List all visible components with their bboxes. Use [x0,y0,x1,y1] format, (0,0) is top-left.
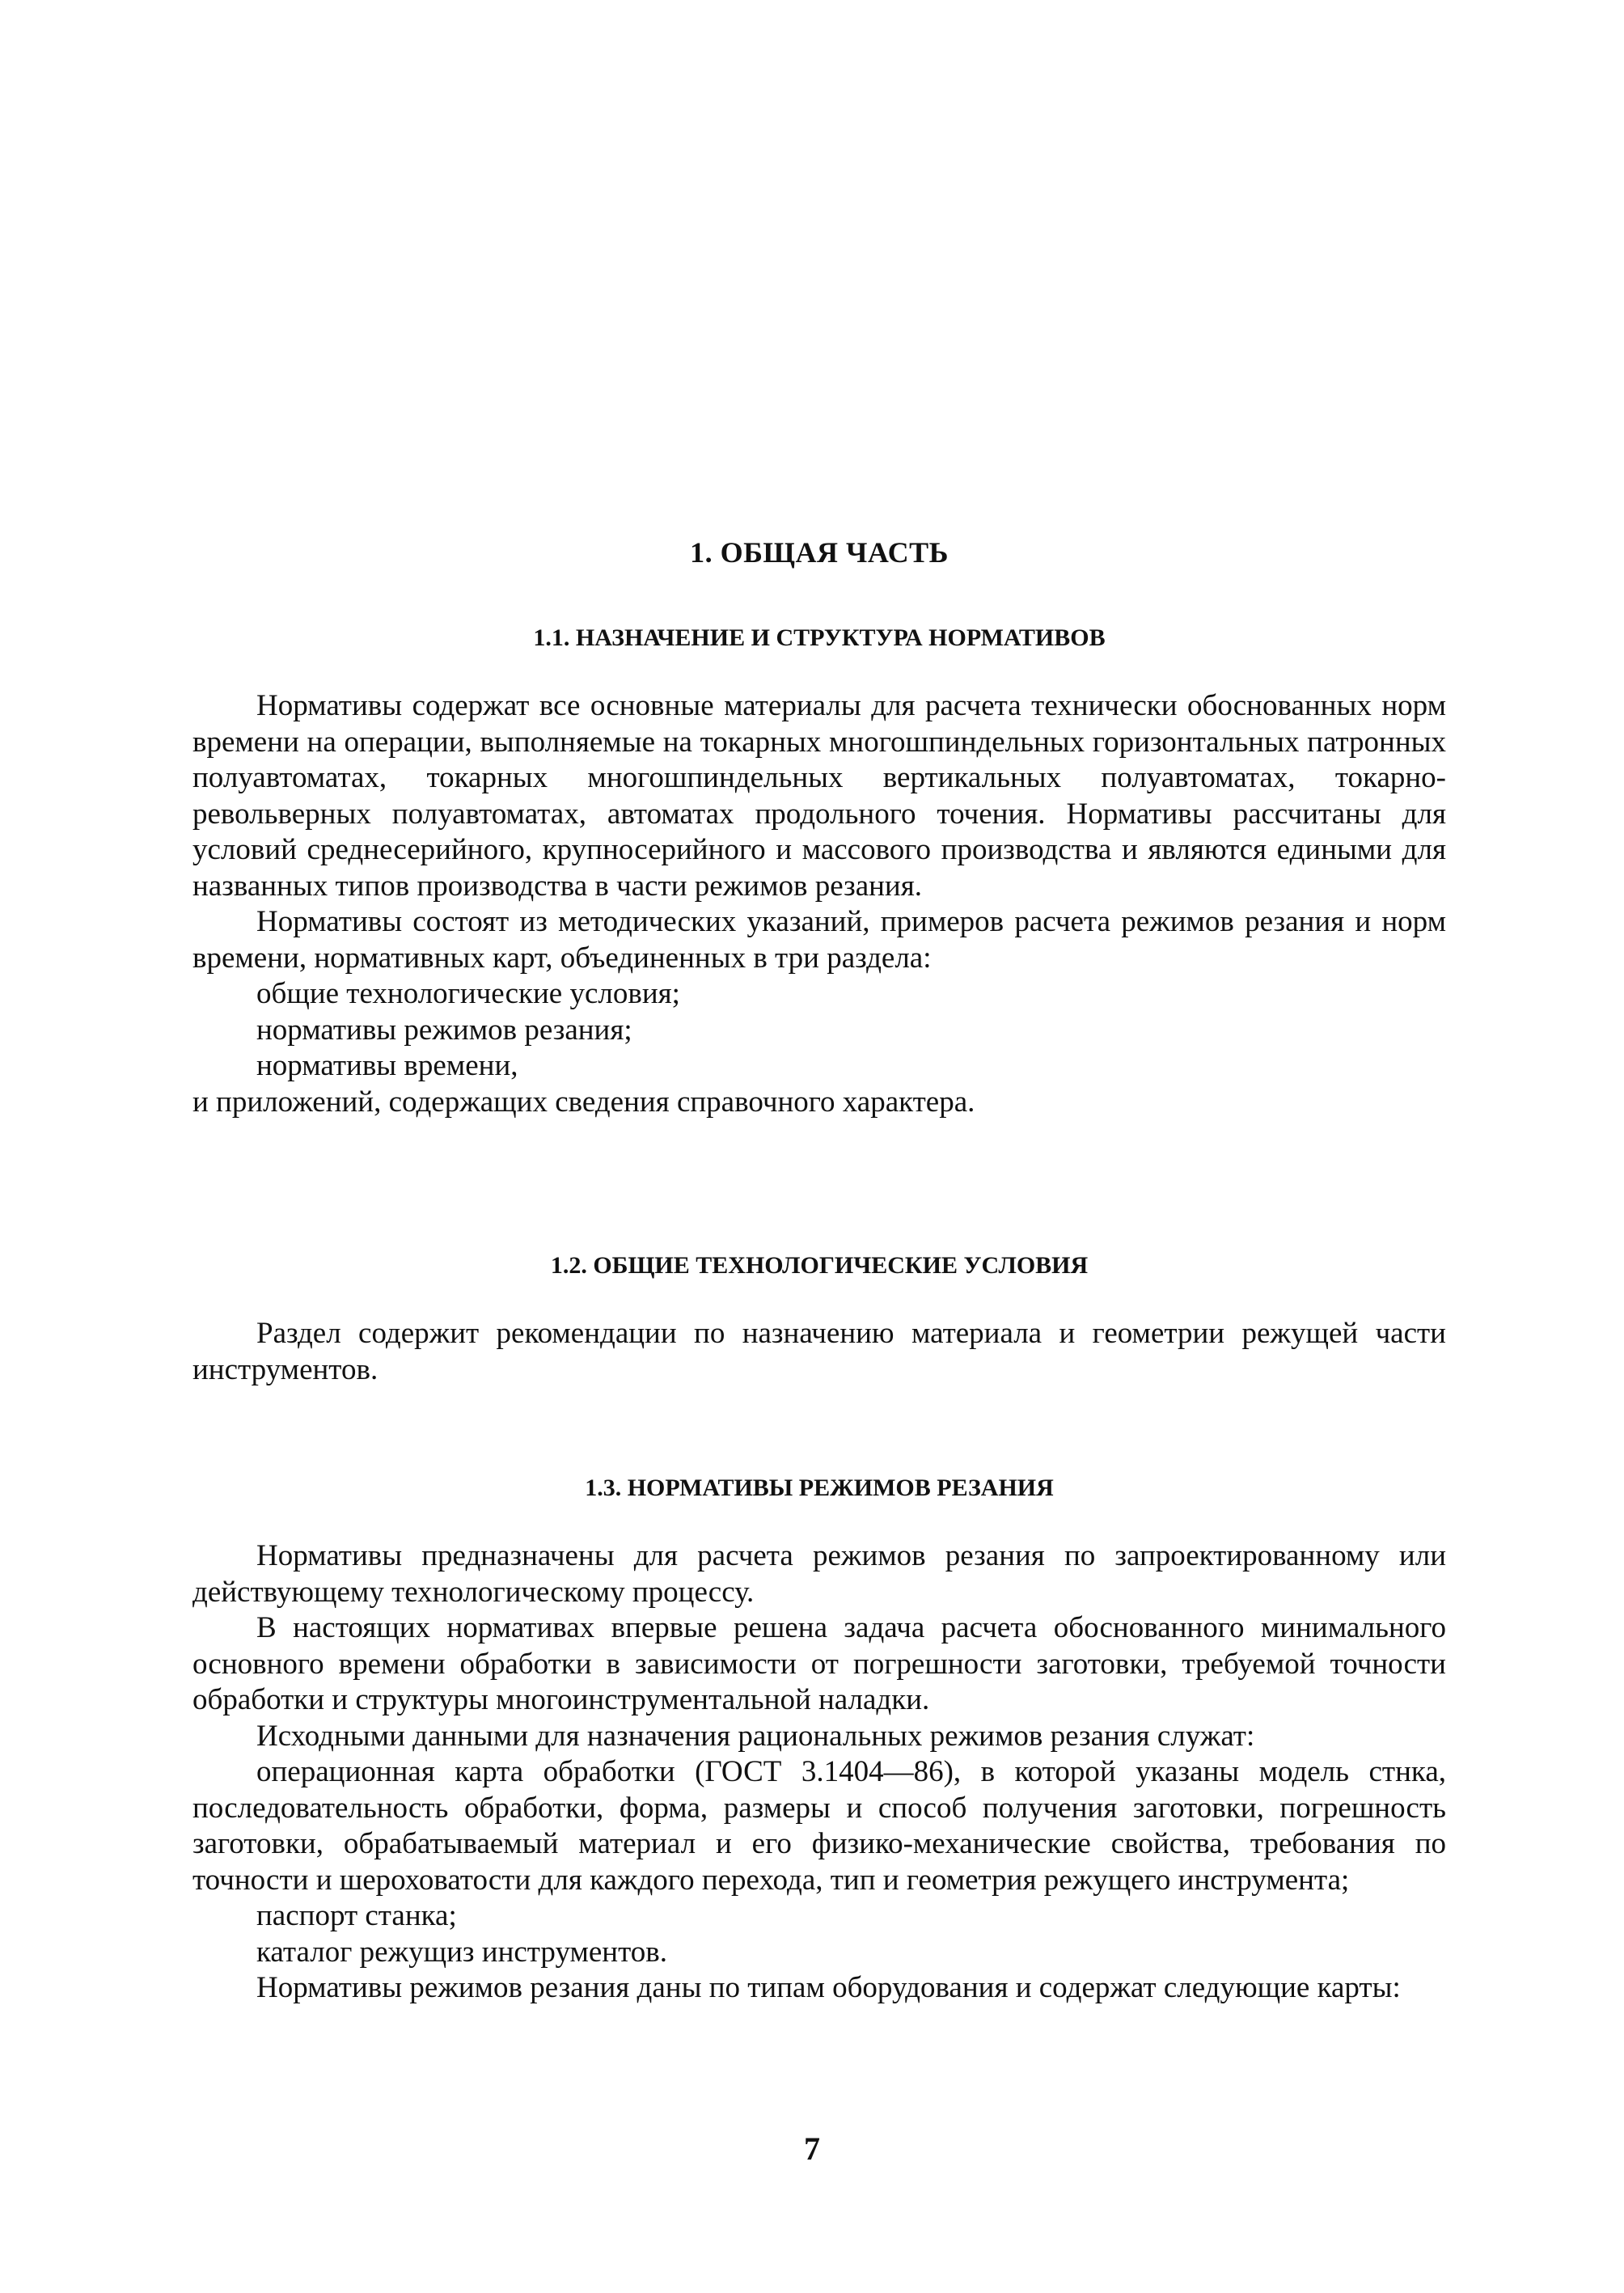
section-title-1-3: 1.3. НОРМАТИВЫ РЕЖИМОВ РЕЗАНИЯ [585,1474,1054,1501]
section-body-1-2 [192,1316,1446,1388]
section-body-1-3 [192,1538,1446,2007]
list-item: нормативы режимов резания; [256,1013,632,1047]
list-item: каталог режущиз инструментов. [256,1935,667,1969]
paragraph: Нормативы содержат все основные материалы для расчета технически обоснованных норм времени на операции, выполняемые на токарных многошпиндельных горизонтальных патронных полуавтоматах, токарных многошпиндельных вертикальных полуавтоматах, токарно-револьверных полуавтоматах, автоматах продольного точения. Нормативы рассчитаны для условий среднесерийного, крупносерийного и массового производства и являются едиными для названных типов производства в части режимов резания. [192,689,1446,903]
section-body-1-1 [192,688,1446,1120]
paragraph: Нормативы состоят из методических указаний, примеров расчета режимов резания и норм времени, нормативных карт, объединенных в три раздела: [192,905,1446,975]
chapter-title: 1. ОБЩАЯ ЧАСТЬ [690,536,949,569]
list-item: нормативы времени, [256,1049,518,1082]
page-number: 7 [804,2130,820,2167]
paragraph: Исходными данными для назначения рациональных режимов резания служат: [256,1719,1255,1753]
paragraph: Нормативы предназначены для расчета режимов резания по запроектированному или действующему технологическому процессу. [192,1539,1446,1609]
section-title-1-1: 1.1. НАЗНАЧЕНИЕ И СТРУКТУРА НОРМАТИВОВ [533,624,1106,651]
list-item: общие технологические условия; [256,977,680,1010]
paragraph: и приложений, содержащих сведения справочного характера. [192,1085,975,1119]
list-item: паспорт станка; [256,1899,457,1932]
paragraph: операционная карта обработки (ГОСТ 3.1404—86), в которой указаны модель стнка, последовательность обработки, форма, размеры и способ получения заготовки, погрешность заготовки, обрабатываемый материал и его физико-механические свойства, требования по точности и шероховатости для каждого перехода, тип и геометрия режущего инструмента; [192,1755,1446,1897]
paragraph: Раздел содержит рекомендации по назначению материала и геометрии режущей части инструментов. [192,1317,1446,1386]
paragraph: В настоящих нормативах впервые решена задача расчета обоснованного минимального основного времени обработки в зависимости от погрешности заготовки, требуемой точности обработки и структуры многоинструментальной наладки. [192,1611,1446,1716]
paragraph: Нормативы режимов резания даны по типам оборудования и содержат следующие карты: [256,1971,1401,2004]
section-title-1-2: 1.2. ОБЩИЕ ТЕХНОЛОГИЧЕСКИЕ УСЛОВИЯ [550,1252,1089,1279]
